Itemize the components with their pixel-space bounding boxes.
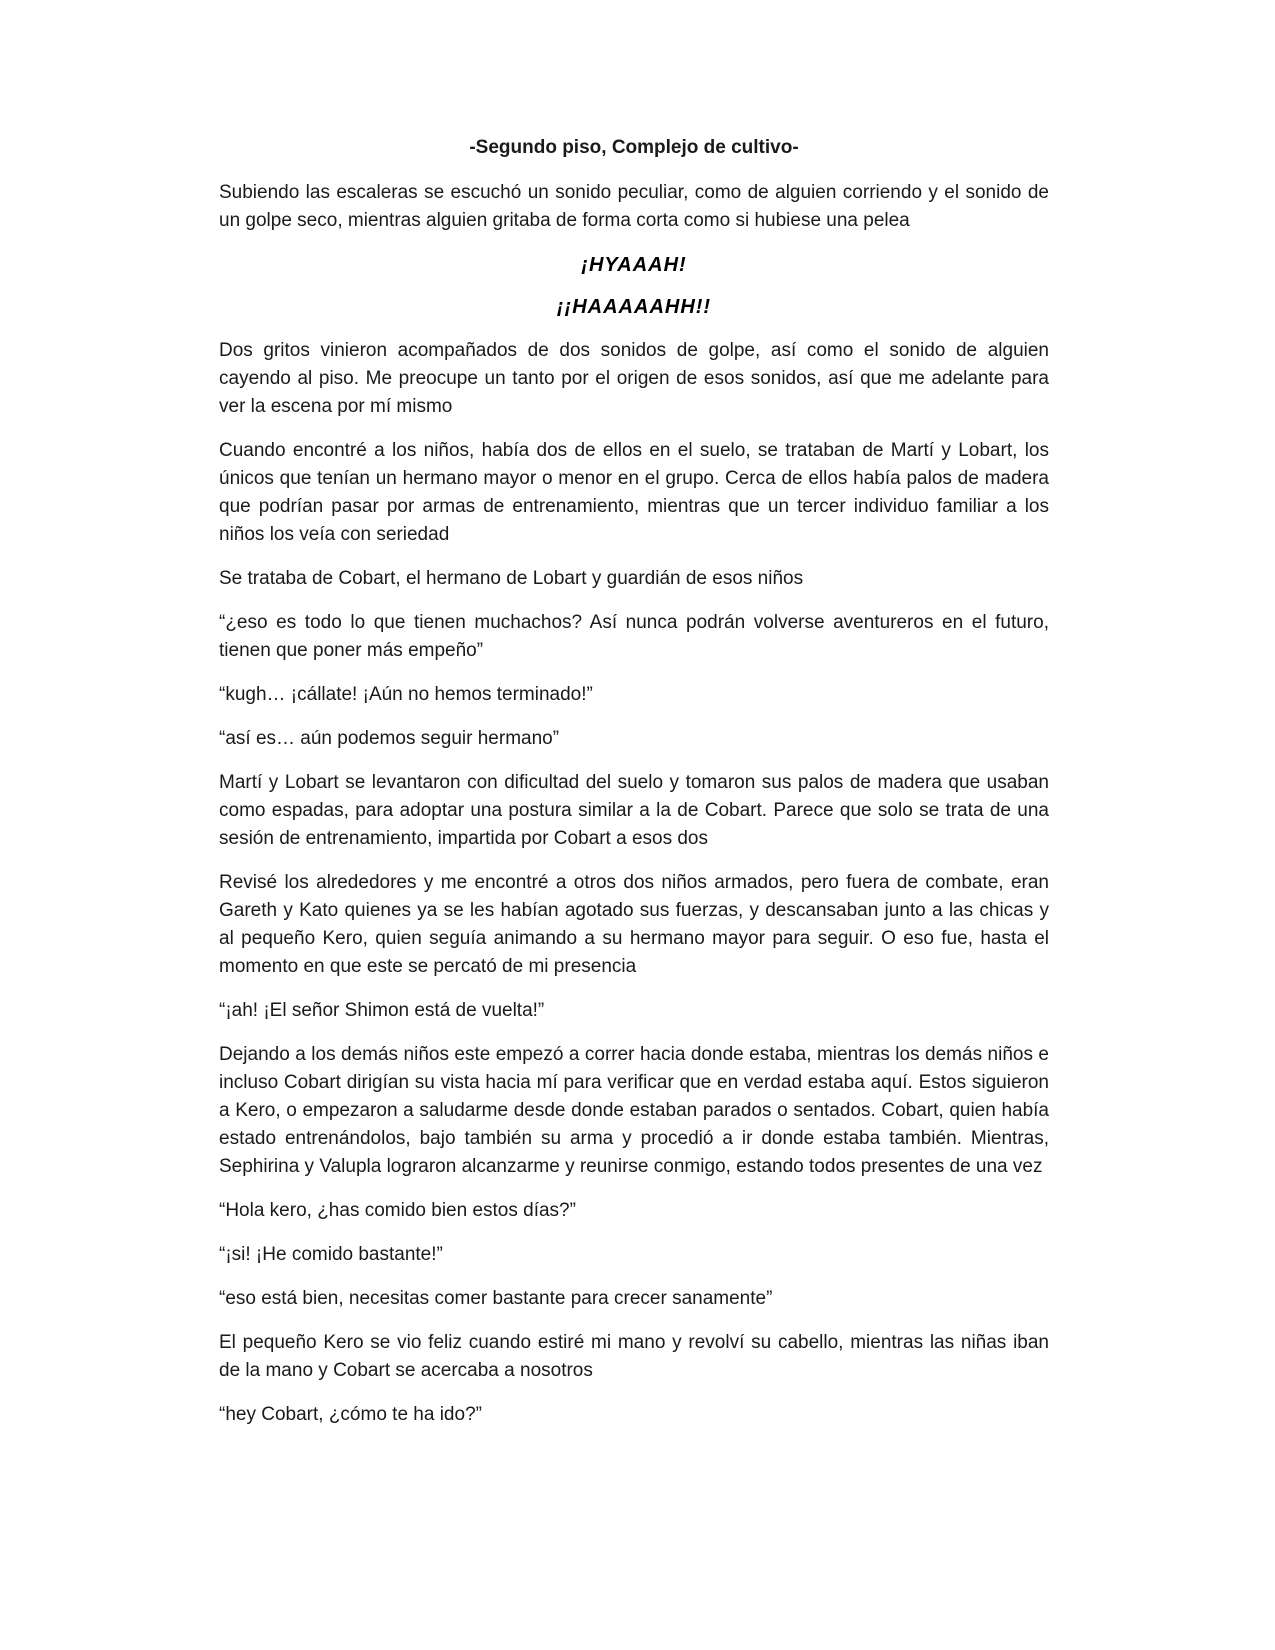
section-heading: -Segundo piso, Complejo de cultivo- — [469, 137, 799, 158]
dialogue-line: “¿eso es todo lo que tienen muchachos? Así nunca podrán volverse aventureros en el futuro, tienen que poner más empeño” — [219, 612, 1049, 661]
paragraph: Subiendo las escaleras se escuchó un sonido peculiar, como de alguien corriendo y el sonido de un golpe seco, mientras alguien gritaba de forma corta como si hubiese una pelea — [219, 182, 1049, 231]
dialogue-line: “¡si! ¡He comido bastante!” — [219, 1244, 443, 1265]
document-page — [219, 135, 1049, 1445]
paragraph: Revisé los alrededores y me encontré a otros dos niños armados, pero fuera de combate, eran Gareth y Kato quienes ya se les habían agotado sus fuerzas, y descansaban junto a las chicas y al pequeño Kero, quien seguía animando a su hermano mayor para seguir. O eso fue, hasta el momento en que este se percató de mi presencia — [219, 872, 1049, 977]
dialogue-line: “kugh… ¡cállate! ¡Aún no hemos terminado!” — [219, 684, 593, 705]
paragraph: Dejando a los demás niños este empezó a correr hacia donde estaba, mientras los demás niños e incluso Cobart dirigían su vista hacia mí para verificar que en verdad estaba aquí. Estos siguieron a Kero, o empezaron a saludarme desde donde estaban parados o sentados. Cobart, quien había estado entrenándolos, bajo también su arma y procedió a ir donde estaba también. Mientras, Sephirina y Valupla lograron alcanzarme y reunirse conmigo, estando todos presentes de una vez — [219, 1044, 1049, 1177]
paragraph: Martí y Lobart se levantaron con dificultad del suelo y tomaron sus palos de madera que usaban como espadas, para adoptar una postura similar a la de Cobart. Parece que solo se trata de una sesión de entrenamiento, impartida por Cobart a esos dos — [219, 772, 1049, 849]
paragraph: Cuando encontré a los niños, había dos de ellos en el suelo, se trataban de Martí y Lobart, los únicos que tenían un hermano mayor o menor en el grupo. Cerca de ellos había palos de madera que podrían pasar por armas de entrenamiento, mientras que un tercer individuo familiar a los niños los veía con seriedad — [219, 440, 1049, 545]
shout-line: ¡¡HAAAAAHH!! — [556, 296, 712, 318]
dialogue-line: “así es… aún podemos seguir hermano” — [219, 728, 560, 749]
dialogue-line: “eso está bien, necesitas comer bastante para crecer sanamente” — [219, 1288, 773, 1309]
paragraph: Se trataba de Cobart, el hermano de Lobart y guardián de esos niños — [219, 568, 804, 589]
dialogue-line: “Hola kero, ¿has comido bien estos días?” — [219, 1200, 576, 1221]
dialogue-line: “¡ah! ¡El señor Shimon está de vuelta!” — [219, 1000, 545, 1021]
paragraph: El pequeño Kero se vio feliz cuando estiré mi mano y revolví su cabello, mientras las niñas iban de la mano y Cobart se acercaba a nosotros — [219, 1332, 1049, 1381]
paragraph: Dos gritos vinieron acompañados de dos sonidos de golpe, así como el sonido de alguien cayendo al piso. Me preocupe un tanto por el origen de esos sonidos, así que me adelante para ver la escena por mí mismo — [219, 340, 1049, 417]
shout-line: ¡HYAAAH! — [581, 254, 687, 276]
dialogue-line: “hey Cobart, ¿cómo te ha ido?” — [219, 1404, 482, 1425]
